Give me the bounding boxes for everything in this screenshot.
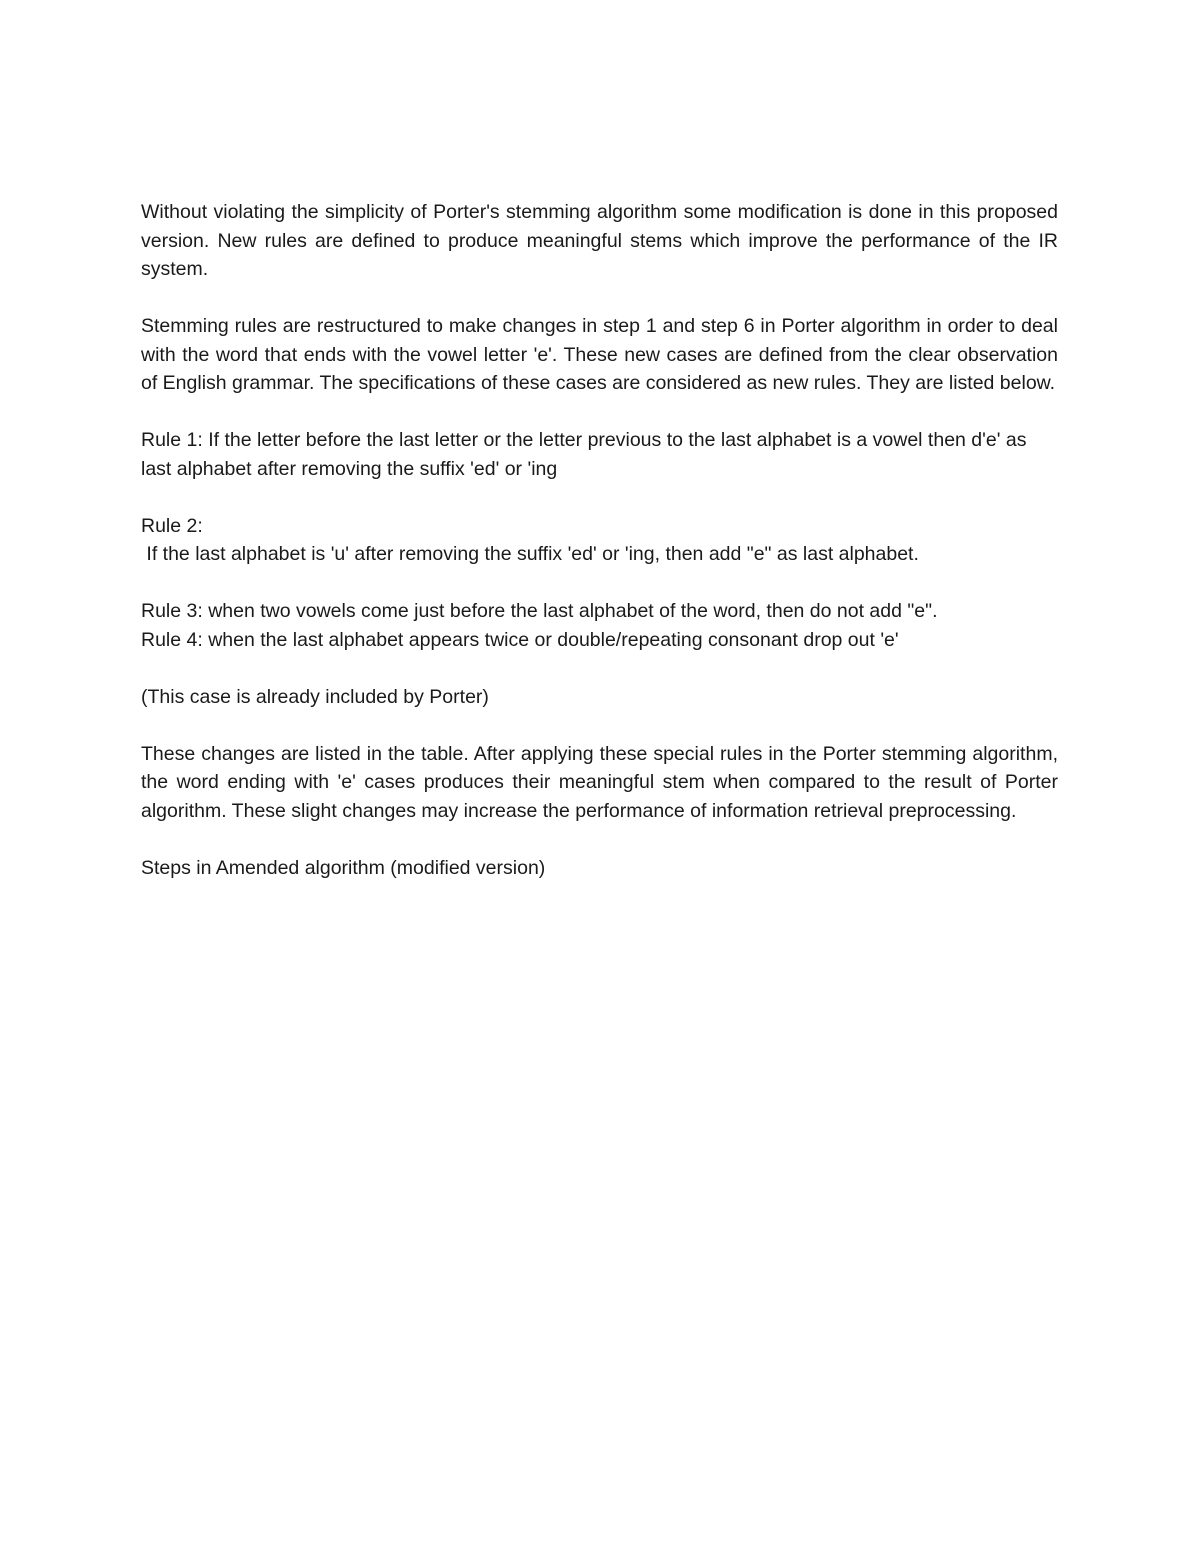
porter-note: (This case is already included by Porter) bbox=[141, 685, 489, 708]
document-body bbox=[141, 198, 1058, 882]
steps-heading: Steps in Amended algorithm (modified version) bbox=[141, 856, 546, 879]
intro-paragraph: Without violating the simplicity of Porter's stemming algorithm some modification is done in this proposed version. New rules are defined to produce meaningful stems which improve the performance of the IR system. bbox=[141, 201, 1058, 280]
rule-3: Rule 3: when two vowels come just before the last alphabet of the word, then do not add "e". bbox=[141, 600, 938, 622]
rule-1: Rule 1: If the letter before the last letter or the letter previous to the last alphabet is a vowel then d'e' as last alphabet after removing the suffix 'ed' or 'ing bbox=[141, 429, 1027, 480]
closing-paragraph: These changes are listed in the table. After applying these special rules in the Porter stemming algorithm, the word ending with 'e' cases produces their meaningful stem when compared to the result of Porter algorithm. These slight changes may increase the performance of information retrieval preprocessing. bbox=[141, 742, 1058, 822]
rule-4: Rule 4: when the last alphabet appears twice or double/repeating consonant drop out 'e' bbox=[141, 628, 899, 651]
rule-2 bbox=[141, 512, 1058, 569]
stemming-rules-paragraph: Stemming rules are restructured to make changes in step 1 and step 6 in Porter algorithm in order to deal with the word that ends with the vowel letter 'e'. These new cases are defined from the clear observation of English grammar. The specifications of these cases are considered as new rules. They are listed below. bbox=[141, 315, 1058, 394]
rule-2-heading: Rule 2: bbox=[141, 514, 203, 537]
rule-2-body: If the last alphabet is 'u' after removing the suffix 'ed' or 'ing, then add "e" as last alphabet. bbox=[141, 543, 919, 565]
rules-3-4 bbox=[141, 597, 1058, 654]
